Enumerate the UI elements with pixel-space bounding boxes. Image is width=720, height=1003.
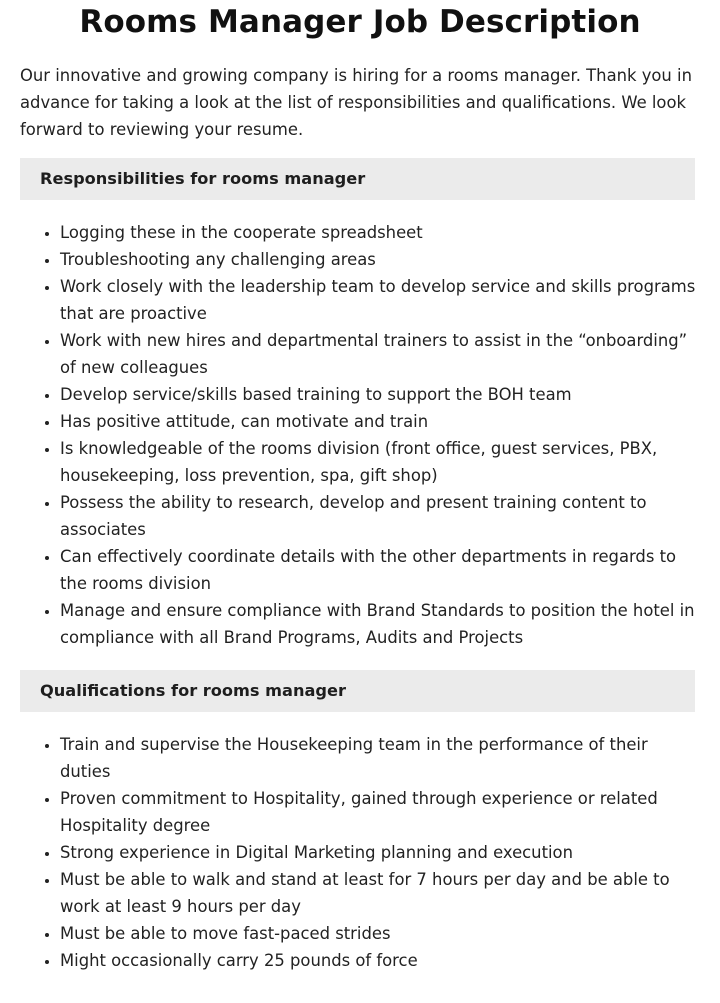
list-item: • Must be able to move fast-paced strides xyxy=(60,920,700,947)
list-item: • Develop service/skills based training to support the BOH team xyxy=(60,381,700,408)
responsibilities-list xyxy=(0,219,700,651)
list-item: • Troubleshooting any challenging areas xyxy=(60,246,700,273)
list-item: • Can effectively coordinate details with the other departments in regards to the rooms division xyxy=(60,543,700,597)
qualifications-list xyxy=(0,731,700,974)
list-item: • Work closely with the leadership team to develop service and skills programs that are proactive xyxy=(60,273,700,327)
qualifications-heading: Qualifications for rooms manager xyxy=(20,670,695,712)
list-item: • Manage and ensure compliance with Brand Standards to position the hotel in compliance with all Brand Programs, Audits and Projects xyxy=(60,597,700,651)
list-item: • Has positive attitude, can motivate and train xyxy=(60,408,700,435)
list-item: • Might occasionally carry 25 pounds of force xyxy=(60,947,700,974)
list-item: • Logging these in the cooperate spreadsheet xyxy=(60,219,700,246)
responsibilities-heading: Responsibilities for rooms manager xyxy=(20,158,695,200)
list-item: • Must be able to walk and stand at least for 7 hours per day and be able to work at least 9 hours per day xyxy=(60,866,700,920)
intro-paragraph: Our innovative and growing company is hiring for a rooms manager. Thank you in advance for taking a look at the list of responsibilities and qualifications. We look forward to reviewing your resume. xyxy=(20,66,692,139)
list-item: • Work with new hires and departmental trainers to assist in the “onboarding” of new colleagues xyxy=(60,327,700,381)
section-spacer xyxy=(0,651,720,655)
page-title: Rooms Manager Job Description xyxy=(79,4,641,40)
list-item: • Strong experience in Digital Marketing planning and execution xyxy=(60,839,700,866)
list-item: • Proven commitment to Hospitality, gained through experience or related Hospitality degree xyxy=(60,785,700,839)
list-item: • Is knowledgeable of the rooms division (front office, guest services, PBX, housekeeping, loss prevention, spa, gift shop) xyxy=(60,435,700,489)
list-item: • Possess the ability to research, develop and present training content to associates xyxy=(60,489,700,543)
list-item: • Train and supervise the Housekeeping team in the performance of their duties xyxy=(60,731,700,785)
